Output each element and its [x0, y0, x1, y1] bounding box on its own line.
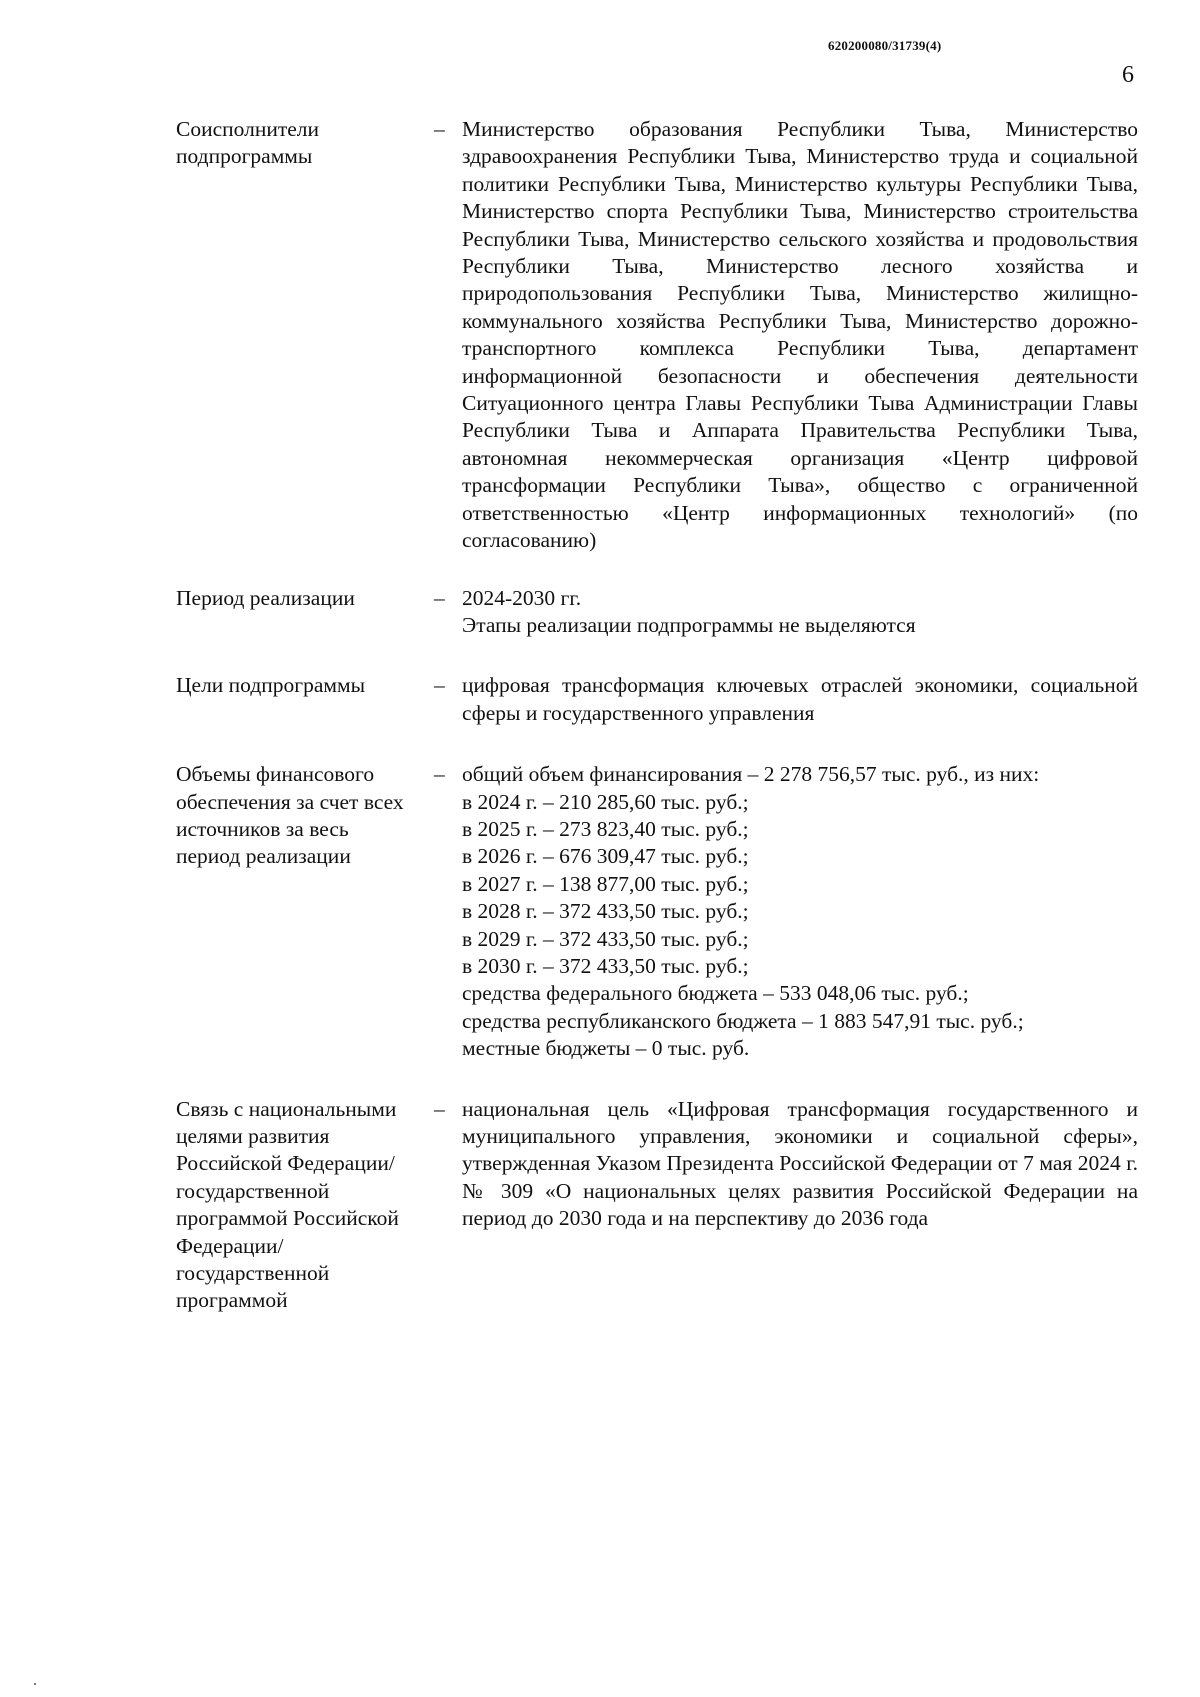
- row-dash: –: [434, 117, 445, 141]
- row-national-goals: [0, 1096, 1200, 1313]
- financing-year-2027: в 2027 г. – 138 877,00 тыс. руб.;: [462, 871, 749, 896]
- row-value-financing: [462, 761, 1138, 1062]
- row-goals: [0, 672, 1200, 727]
- financing-republican-budget: средства республиканского бюджета – 1 883 547,91 тыс. руб.;: [462, 1008, 1024, 1033]
- page-number: 6: [1122, 62, 1134, 88]
- row-dash: –: [434, 673, 445, 698]
- row-value-national-goals: национальная цель «Цифровая трансформация государственного и муниципального управления, экономики и социальной сферы», утвержденная Указом Президента Российской Федерации от 7 мая 2024 г. № 309 «О национальных целях развития Российской Федерации на период до 2030 года и на перспективу до 2036 года: [462, 1096, 1138, 1231]
- financing-total: общий объем финансирования – 2 278 756,57 тыс. руб., из них:: [462, 762, 1040, 787]
- row-value-co-executors: Министерство образования Республики Тыва, Министерство здравоохранения Республики Тыва, Министерство труда и социальной политики Республики Тыва, Министерство культуры Республики Тыва, Министерство спорта Республики Тыва, Министерство строительства Республики Тыва, Министерство сельского хозяйства и продовольствия Республики Тыва, Министерство лесного хозяйства и природопользования Республики Тыва, Министерство жилищно-коммунального хозяйства Республики Тыва, Министерство дорожно-транспортного комплекса Республики Тыва, департамент информационной безопасности и обеспечения деятельности Ситуационного центра Главы Республики Тыва Администрации Главы Республики Тыва и Аппарата Правительства Республики Тыва, автономная некоммерческая организация «Центр цифровой трансформации Республики Тыва», общество с ограниченной ответственностью «Центр информационных технологий» (по согласованию): [462, 117, 1138, 553]
- scan-speck: [34, 1683, 36, 1685]
- financing-year-2028: в 2028 г. – 372 433,50 тыс. руб.;: [462, 899, 749, 924]
- financing-federal-budget: средства федерального бюджета – 533 048,06 тыс. руб.;: [462, 981, 969, 1006]
- row-label-period: Период реализации: [176, 585, 355, 610]
- passport-table: [0, 116, 1200, 1313]
- row-financing: [0, 761, 1200, 1062]
- row-dash: –: [434, 1096, 445, 1121]
- financing-year-2030: в 2030 г. – 372 433,50 тыс. руб.;: [462, 953, 749, 978]
- row-dash: –: [434, 585, 445, 610]
- financing-year-2024: в 2024 г. – 210 285,60 тыс. руб.;: [462, 789, 749, 814]
- row-period: [0, 585, 1200, 640]
- period-stages-note: Этапы реализации подпрограммы не выделяются: [462, 612, 916, 637]
- row-label-co-executors: Соисполнители подпрограммы: [176, 117, 320, 169]
- row-label-goals: Цели подпрограммы: [176, 673, 366, 698]
- period-years: 2024-2030 гг.: [462, 585, 582, 610]
- document-code: 620200080/31739(4): [828, 38, 942, 53]
- row-label-national-goals: Связь с национальными целями развития Российской Федерации/государственной программой Российской Федерации/государственной программой: [176, 1096, 399, 1313]
- row-label-financing: Объемы финансового обеспечения за счет всех источников за весь период реализации: [176, 762, 404, 869]
- row-value-goals: цифровая трансформация ключевых отраслей экономики, социальной сферы и государственного управления: [462, 673, 1138, 725]
- row-dash: –: [434, 762, 445, 787]
- financing-year-2025: в 2025 г. – 273 823,40 тыс. руб.;: [462, 816, 749, 841]
- row-co-executors: [0, 116, 1200, 555]
- financing-year-2026: в 2026 г. – 676 309,47 тыс. руб.;: [462, 844, 749, 869]
- row-value-period: [462, 585, 1138, 640]
- financing-year-2029: в 2029 г. – 372 433,50 тыс. руб.;: [462, 926, 749, 951]
- financing-local-budgets: местные бюджеты – 0 тыс. руб.: [462, 1036, 750, 1061]
